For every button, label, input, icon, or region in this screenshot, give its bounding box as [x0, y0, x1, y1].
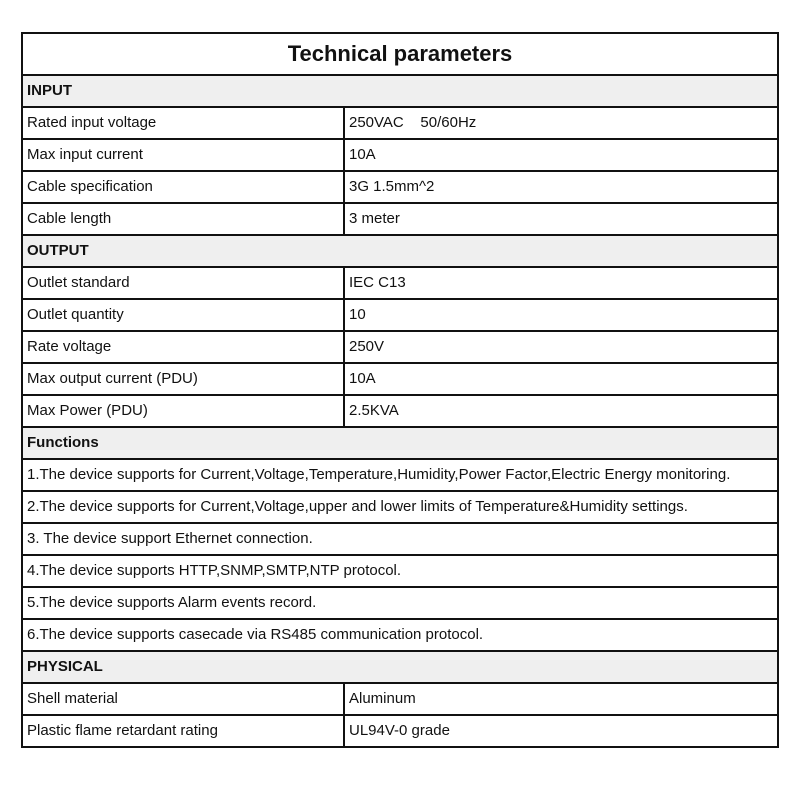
param-label: Rated input voltage — [22, 107, 344, 139]
table-row — [22, 171, 778, 203]
param-value: 250VAC 50/60Hz — [344, 107, 778, 139]
section-heading: PHYSICAL — [22, 651, 778, 683]
table-row — [22, 683, 778, 715]
param-label: Outlet standard — [22, 267, 344, 299]
param-value: IEC C13 — [344, 267, 778, 299]
function-item: 2.The device supports for Current,Voltage,upper and lower limits of Temperature&Humidity settings. — [22, 491, 778, 523]
section-physical — [22, 651, 778, 683]
table-row — [22, 267, 778, 299]
param-value: 250V — [344, 331, 778, 363]
section-functions — [22, 427, 778, 459]
function-row — [22, 619, 778, 651]
section-heading: Functions — [22, 427, 778, 459]
section-input — [22, 75, 778, 107]
param-label: Rate voltage — [22, 331, 344, 363]
title-row — [22, 33, 778, 75]
section-heading: INPUT — [22, 75, 778, 107]
section-output — [22, 235, 778, 267]
table-row — [22, 203, 778, 235]
param-label: Outlet quantity — [22, 299, 344, 331]
param-label: Max input current — [22, 139, 344, 171]
param-value: Aluminum — [344, 683, 778, 715]
param-value: 3 meter — [344, 203, 778, 235]
function-row — [22, 459, 778, 491]
param-label: Plastic flame retardant rating — [22, 715, 344, 747]
parameters-table — [21, 32, 779, 748]
section-heading: OUTPUT — [22, 235, 778, 267]
table-row — [22, 139, 778, 171]
table-title: Technical parameters — [22, 33, 778, 75]
param-label: Shell material — [22, 683, 344, 715]
technical-parameters-sheet — [21, 32, 777, 748]
param-value: UL94V-0 grade — [344, 715, 778, 747]
param-value: 10A — [344, 363, 778, 395]
param-label: Max Power (PDU) — [22, 395, 344, 427]
function-row — [22, 491, 778, 523]
table-row — [22, 395, 778, 427]
table-row — [22, 107, 778, 139]
function-row — [22, 555, 778, 587]
param-value: 10 — [344, 299, 778, 331]
table-row — [22, 299, 778, 331]
function-item: 4.The device supports HTTP,SNMP,SMTP,NTP protocol. — [22, 555, 778, 587]
function-row — [22, 523, 778, 555]
param-value: 2.5KVA — [344, 395, 778, 427]
param-label: Cable specification — [22, 171, 344, 203]
function-item: 1.The device supports for Current,Voltage,Temperature,Humidity,Power Factor,Electric Energy monitoring. — [22, 459, 778, 491]
table-row — [22, 715, 778, 747]
function-item: 5.The device supports Alarm events record. — [22, 587, 778, 619]
table-row — [22, 331, 778, 363]
param-value: 3G 1.5mm^2 — [344, 171, 778, 203]
param-value: 10A — [344, 139, 778, 171]
function-item: 3. The device support Ethernet connection. — [22, 523, 778, 555]
function-item: 6.The device supports casecade via RS485 communication protocol. — [22, 619, 778, 651]
param-label: Cable length — [22, 203, 344, 235]
param-label: Max output current (PDU) — [22, 363, 344, 395]
table-row — [22, 363, 778, 395]
function-row — [22, 587, 778, 619]
